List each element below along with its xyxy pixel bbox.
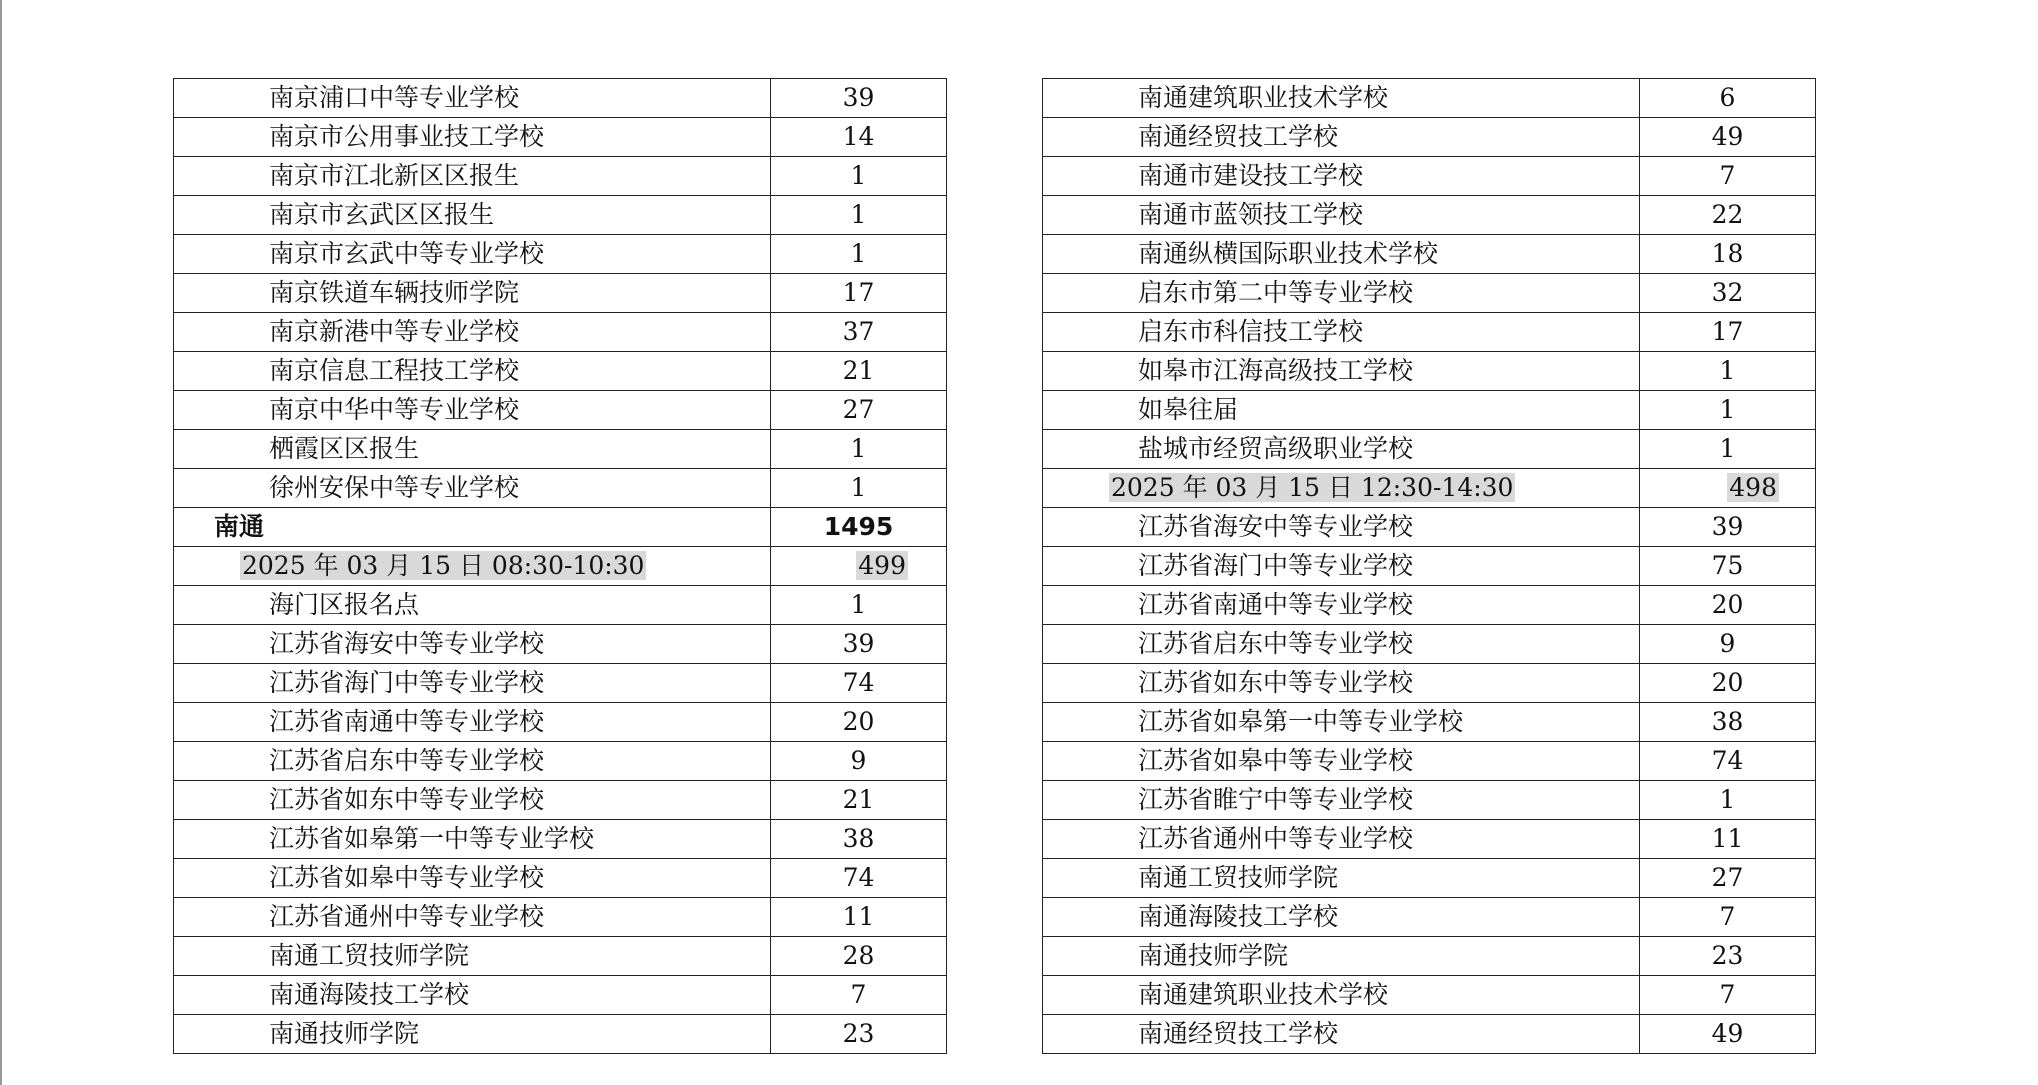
table-row bbox=[174, 820, 947, 859]
table-row bbox=[1043, 547, 1816, 586]
table-row bbox=[1043, 118, 1816, 157]
school-name: 南通市蓝领技工学校 bbox=[1043, 196, 1640, 235]
region-row bbox=[174, 508, 947, 547]
table-row bbox=[1043, 625, 1816, 664]
table-row bbox=[1043, 79, 1816, 118]
student-count: 6 bbox=[1640, 79, 1816, 118]
school-name: 江苏省如东中等专业学校 bbox=[1043, 664, 1640, 703]
school-name: 如皋市江海高级技工学校 bbox=[1043, 352, 1640, 391]
student-count: 38 bbox=[1640, 703, 1816, 742]
school-name: 南京市江北新区区报生 bbox=[174, 157, 771, 196]
session-count-cell bbox=[1640, 469, 1816, 508]
table-row bbox=[1043, 859, 1816, 898]
school-name: 启东市科信技工学校 bbox=[1043, 313, 1640, 352]
student-count: 49 bbox=[1640, 118, 1816, 157]
student-count: 21 bbox=[771, 781, 947, 820]
student-count: 23 bbox=[1640, 937, 1816, 976]
table-row bbox=[1043, 703, 1816, 742]
table-row bbox=[174, 976, 947, 1015]
school-name: 江苏省启东中等专业学校 bbox=[174, 742, 771, 781]
table-row bbox=[1043, 937, 1816, 976]
student-count: 9 bbox=[771, 742, 947, 781]
table-row bbox=[174, 274, 947, 313]
student-count: 27 bbox=[1640, 859, 1816, 898]
registration-table-left bbox=[173, 78, 947, 1054]
student-count: 17 bbox=[1640, 313, 1816, 352]
student-count: 7 bbox=[1640, 976, 1816, 1015]
table-row bbox=[174, 703, 947, 742]
school-name: 江苏省海门中等专业学校 bbox=[1043, 547, 1640, 586]
school-name: 如皋往届 bbox=[1043, 391, 1640, 430]
student-count: 39 bbox=[1640, 508, 1816, 547]
school-name: 南通工贸技师学院 bbox=[1043, 859, 1640, 898]
student-count: 11 bbox=[1640, 820, 1816, 859]
school-name: 江苏省启东中等专业学校 bbox=[1043, 625, 1640, 664]
school-name: 江苏省通州中等专业学校 bbox=[174, 898, 771, 937]
student-count: 39 bbox=[771, 79, 947, 118]
student-count: 22 bbox=[1640, 196, 1816, 235]
school-name: 南京浦口中等专业学校 bbox=[174, 79, 771, 118]
page-left-edge bbox=[0, 0, 2, 1085]
table-row bbox=[1043, 430, 1816, 469]
region-name: 南通 bbox=[174, 508, 771, 547]
session-time: 2025 年 03 月 15 日 08:30-10:30 bbox=[242, 551, 645, 580]
student-count: 39 bbox=[771, 625, 947, 664]
student-count: 14 bbox=[771, 118, 947, 157]
table-row bbox=[1043, 235, 1816, 274]
table-row bbox=[174, 625, 947, 664]
student-count: 37 bbox=[771, 313, 947, 352]
school-name: 江苏省如皋中等专业学校 bbox=[1043, 742, 1640, 781]
session-count: 499 bbox=[858, 551, 906, 580]
table-row bbox=[1043, 1015, 1816, 1054]
table-row bbox=[1043, 352, 1816, 391]
student-count: 1 bbox=[771, 235, 947, 274]
student-count: 1 bbox=[771, 157, 947, 196]
table-row bbox=[1043, 664, 1816, 703]
table-row bbox=[174, 157, 947, 196]
student-count: 28 bbox=[771, 937, 947, 976]
school-name: 江苏省海门中等专业学校 bbox=[174, 664, 771, 703]
school-name: 江苏省南通中等专业学校 bbox=[174, 703, 771, 742]
school-name: 徐州安保中等专业学校 bbox=[174, 469, 771, 508]
table-row bbox=[174, 586, 947, 625]
table-row bbox=[174, 79, 947, 118]
table-row bbox=[174, 196, 947, 235]
school-name: 南京中华中等专业学校 bbox=[174, 391, 771, 430]
student-count: 20 bbox=[1640, 586, 1816, 625]
region-total: 1495 bbox=[771, 508, 947, 547]
school-name: 盐城市经贸高级职业学校 bbox=[1043, 430, 1640, 469]
student-count: 17 bbox=[771, 274, 947, 313]
student-count: 75 bbox=[1640, 547, 1816, 586]
student-count: 1 bbox=[771, 469, 947, 508]
table-row bbox=[174, 664, 947, 703]
session-row bbox=[1043, 469, 1816, 508]
session-time-cell bbox=[174, 547, 771, 586]
school-name: 江苏省如皋第一中等专业学校 bbox=[174, 820, 771, 859]
table-row bbox=[174, 118, 947, 157]
school-name: 南京铁道车辆技师学院 bbox=[174, 274, 771, 313]
student-count: 1 bbox=[771, 196, 947, 235]
student-count: 1 bbox=[1640, 391, 1816, 430]
student-count: 1 bbox=[1640, 352, 1816, 391]
school-name: 南京信息工程技工学校 bbox=[174, 352, 771, 391]
student-count: 7 bbox=[1640, 157, 1816, 196]
session-row bbox=[174, 547, 947, 586]
table-row bbox=[1043, 391, 1816, 430]
school-name: 江苏省如东中等专业学校 bbox=[174, 781, 771, 820]
school-name: 南京市玄武区区报生 bbox=[174, 196, 771, 235]
table-row bbox=[1043, 508, 1816, 547]
table-row bbox=[174, 430, 947, 469]
school-name: 南通经贸技工学校 bbox=[1043, 118, 1640, 157]
table-row bbox=[1043, 313, 1816, 352]
table-row bbox=[174, 859, 947, 898]
table-row bbox=[1043, 898, 1816, 937]
school-name: 南通技师学院 bbox=[1043, 937, 1640, 976]
table-row bbox=[1043, 274, 1816, 313]
table-row bbox=[174, 469, 947, 508]
table-row bbox=[1043, 742, 1816, 781]
school-name: 南通纵横国际职业技术学校 bbox=[1043, 235, 1640, 274]
student-count: 49 bbox=[1640, 1015, 1816, 1054]
table-row bbox=[174, 352, 947, 391]
school-name: 江苏省南通中等专业学校 bbox=[1043, 586, 1640, 625]
table-row bbox=[174, 781, 947, 820]
student-count: 1 bbox=[771, 586, 947, 625]
table-row bbox=[1043, 781, 1816, 820]
school-name: 江苏省如皋第一中等专业学校 bbox=[1043, 703, 1640, 742]
table-row bbox=[174, 235, 947, 274]
school-name: 江苏省通州中等专业学校 bbox=[1043, 820, 1640, 859]
table-row bbox=[1043, 196, 1816, 235]
student-count: 74 bbox=[771, 664, 947, 703]
session-time: 2025 年 03 月 15 日 12:30-14:30 bbox=[1111, 473, 1514, 502]
student-count: 1 bbox=[1640, 430, 1816, 469]
registration-table-right bbox=[1042, 78, 1816, 1054]
school-name: 南通经贸技工学校 bbox=[1043, 1015, 1640, 1054]
school-name: 江苏省海安中等专业学校 bbox=[1043, 508, 1640, 547]
school-name: 南京新港中等专业学校 bbox=[174, 313, 771, 352]
student-count: 1 bbox=[1640, 781, 1816, 820]
student-count: 38 bbox=[771, 820, 947, 859]
session-count-cell bbox=[771, 547, 947, 586]
student-count: 74 bbox=[1640, 742, 1816, 781]
school-name: 南通建筑职业技术学校 bbox=[1043, 79, 1640, 118]
school-name: 海门区报名点 bbox=[174, 586, 771, 625]
table-row bbox=[174, 313, 947, 352]
school-name: 江苏省睢宁中等专业学校 bbox=[1043, 781, 1640, 820]
student-count: 1 bbox=[771, 430, 947, 469]
student-count: 20 bbox=[771, 703, 947, 742]
school-name: 江苏省如皋中等专业学校 bbox=[174, 859, 771, 898]
student-count: 9 bbox=[1640, 625, 1816, 664]
session-time-cell bbox=[1043, 469, 1640, 508]
school-name: 启东市第二中等专业学校 bbox=[1043, 274, 1640, 313]
school-name: 栖霞区区报生 bbox=[174, 430, 771, 469]
table-row bbox=[174, 937, 947, 976]
session-count: 498 bbox=[1729, 473, 1777, 502]
student-count: 21 bbox=[771, 352, 947, 391]
table-row bbox=[1043, 820, 1816, 859]
table-row bbox=[174, 742, 947, 781]
school-name: 南通技师学院 bbox=[174, 1015, 771, 1054]
student-count: 27 bbox=[771, 391, 947, 430]
student-count: 7 bbox=[1640, 898, 1816, 937]
school-name: 南通建筑职业技术学校 bbox=[1043, 976, 1640, 1015]
student-count: 11 bbox=[771, 898, 947, 937]
school-name: 南京市玄武中等专业学校 bbox=[174, 235, 771, 274]
school-name: 南通市建设技工学校 bbox=[1043, 157, 1640, 196]
school-name: 南通工贸技师学院 bbox=[174, 937, 771, 976]
student-count: 7 bbox=[771, 976, 947, 1015]
table-row bbox=[1043, 157, 1816, 196]
table-row bbox=[1043, 586, 1816, 625]
table-row bbox=[174, 898, 947, 937]
school-name: 南通海陵技工学校 bbox=[1043, 898, 1640, 937]
student-count: 20 bbox=[1640, 664, 1816, 703]
student-count: 74 bbox=[771, 859, 947, 898]
table-row bbox=[174, 1015, 947, 1054]
student-count: 32 bbox=[1640, 274, 1816, 313]
table-row bbox=[174, 391, 947, 430]
school-name: 江苏省海安中等专业学校 bbox=[174, 625, 771, 664]
student-count: 23 bbox=[771, 1015, 947, 1054]
school-name: 南通海陵技工学校 bbox=[174, 976, 771, 1015]
table-row bbox=[1043, 976, 1816, 1015]
school-name: 南京市公用事业技工学校 bbox=[174, 118, 771, 157]
student-count: 18 bbox=[1640, 235, 1816, 274]
